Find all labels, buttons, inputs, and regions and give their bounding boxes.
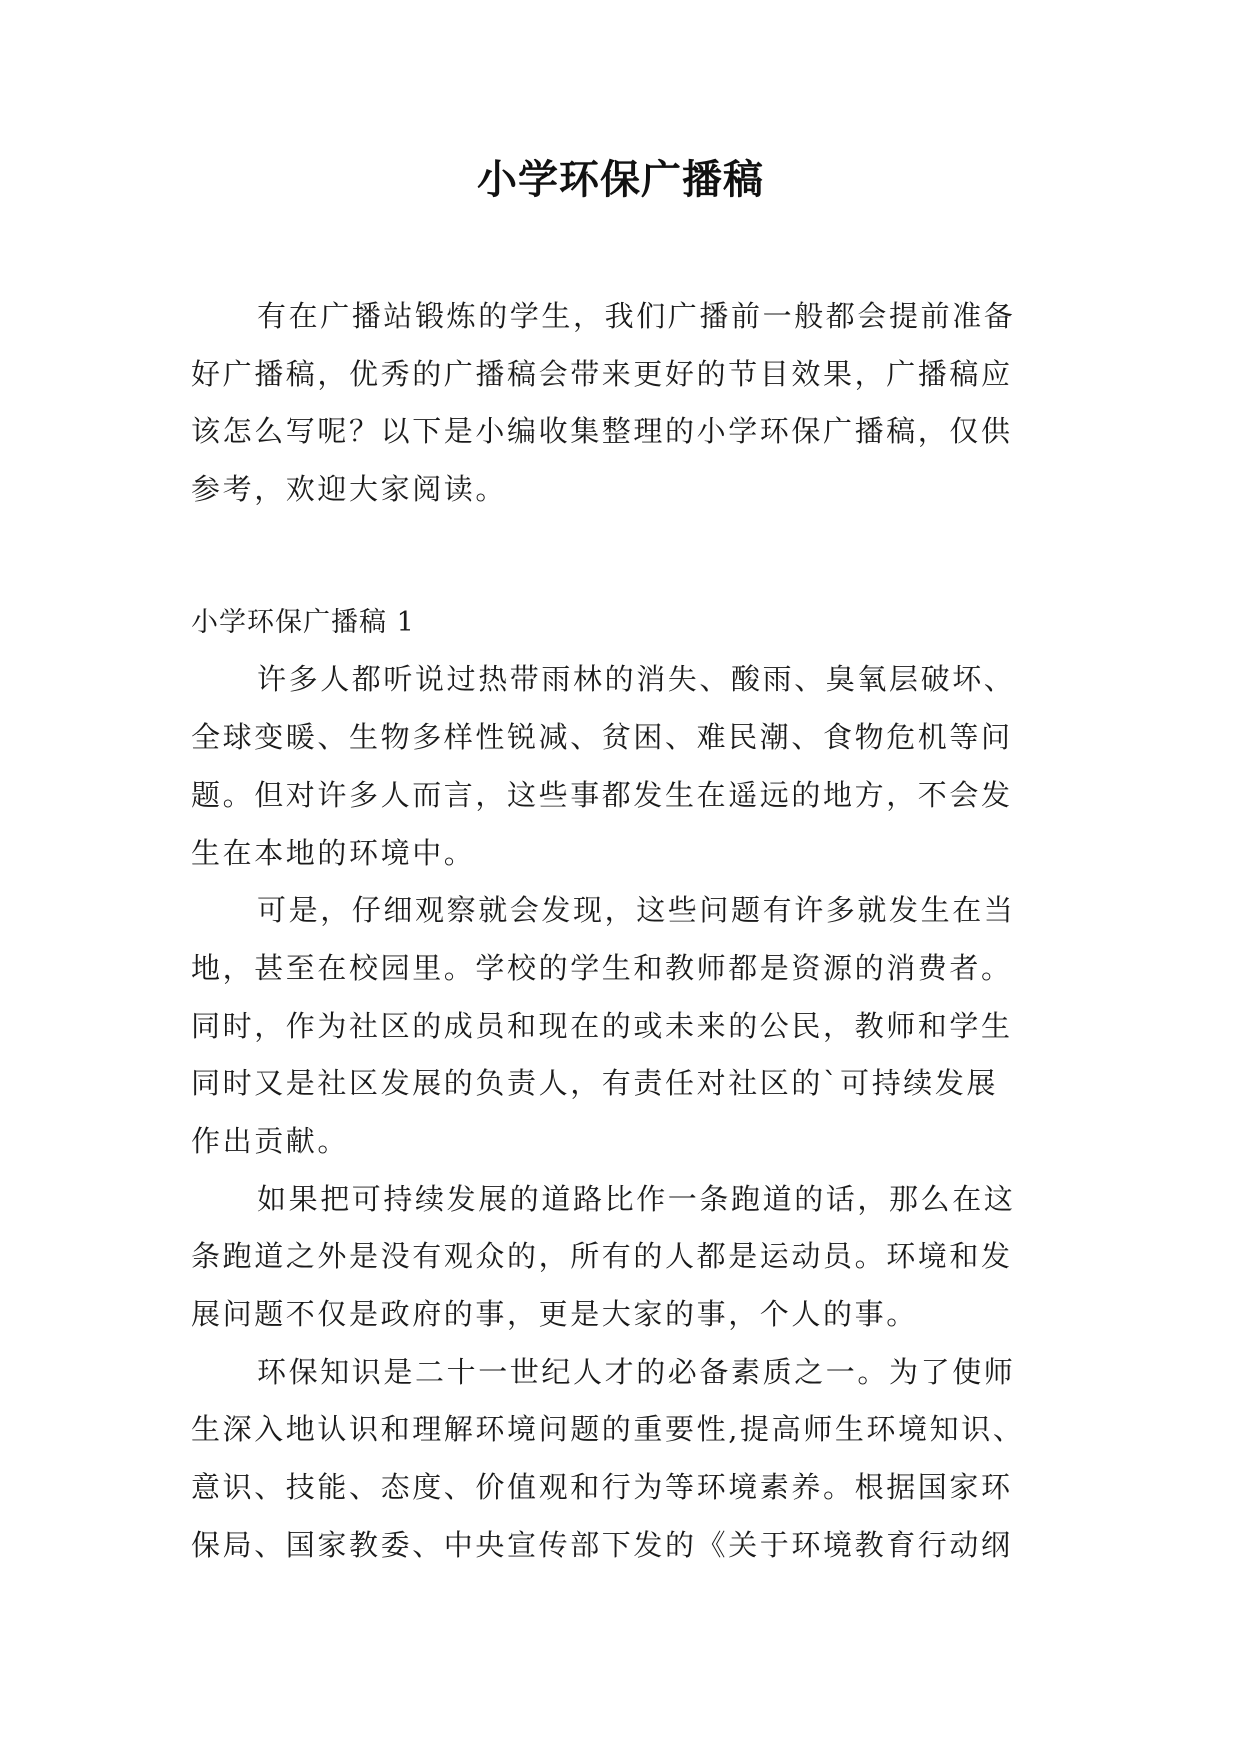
- text-line: 好广播稿，优秀的广播稿会带来更好的节目效果，广播稿应: [191, 356, 1013, 391]
- document-body: [191, 288, 1051, 1574]
- text-line: 生深入地认识和理解环境问题的重要性,提高师生环境知识、: [191, 1412, 1025, 1447]
- intro-paragraph: [191, 288, 1051, 519]
- paragraph-gap: [191, 519, 1051, 594]
- text-line: 保局、国家教委、中央宣传部下发的《关于环境教育行动纲: [191, 1527, 1013, 1562]
- text-line: 有在广播站锻炼的学生，我们广播前一般都会提前准备: [257, 299, 1016, 333]
- text-line: 条跑道之外是没有观众的，所有的人都是运动员。环境和发: [191, 1239, 1013, 1274]
- paragraph: [191, 1171, 1051, 1344]
- text-line: 题。但对许多人而言，这些事都发生在遥远的地方，不会发: [191, 777, 1013, 812]
- text-line: 参考，欢迎大家阅读。: [191, 472, 508, 507]
- text-line: 环保知识是二十一世纪人才的必备素质之一。为了使师: [257, 1354, 1016, 1389]
- section-heading: 小学环保广播稿 1: [191, 606, 415, 638]
- text-line: 许多人都听说过热带雨林的消失、酸雨、臭氧层破坏、: [257, 662, 1016, 697]
- paragraph: [191, 882, 1051, 1170]
- text-line: 意识、技能、态度、价值观和行为等环境素养。根据国家环: [191, 1470, 1013, 1505]
- text-line: 展问题不仅是政府的事，更是大家的事，个人的事。: [191, 1297, 918, 1331]
- text-line: 全球变暖、生物多样性锐减、贫困、难民潮、食物危机等问: [191, 720, 1013, 755]
- document-title: 小学环保广播稿: [477, 157, 764, 203]
- text-line: 地，甚至在校园里。学校的学生和教师都是资源的消费者。: [191, 950, 1013, 985]
- text-line: 作出贡献。: [191, 1123, 350, 1158]
- paragraph: [191, 1344, 1051, 1575]
- text-line: 生在本地的环境中。: [191, 835, 476, 870]
- text-line: 同时又是社区发展的负责人，有责任对社区的`可持续发展: [191, 1066, 999, 1101]
- text-line: 可是，仔细观察就会发现，这些问题有许多就发生在当: [257, 893, 1016, 928]
- text-line: 同时，作为社区的成员和现在的或未来的公民，教师和学生: [191, 1008, 1013, 1043]
- text-line: 如果把可持续发展的道路比作一条跑道的话，那么在这: [257, 1181, 1016, 1216]
- text-line: 该怎么写呢？以下是小编收集整理的小学环保广播稿，仅供: [191, 414, 1013, 449]
- paragraph: [191, 651, 1051, 882]
